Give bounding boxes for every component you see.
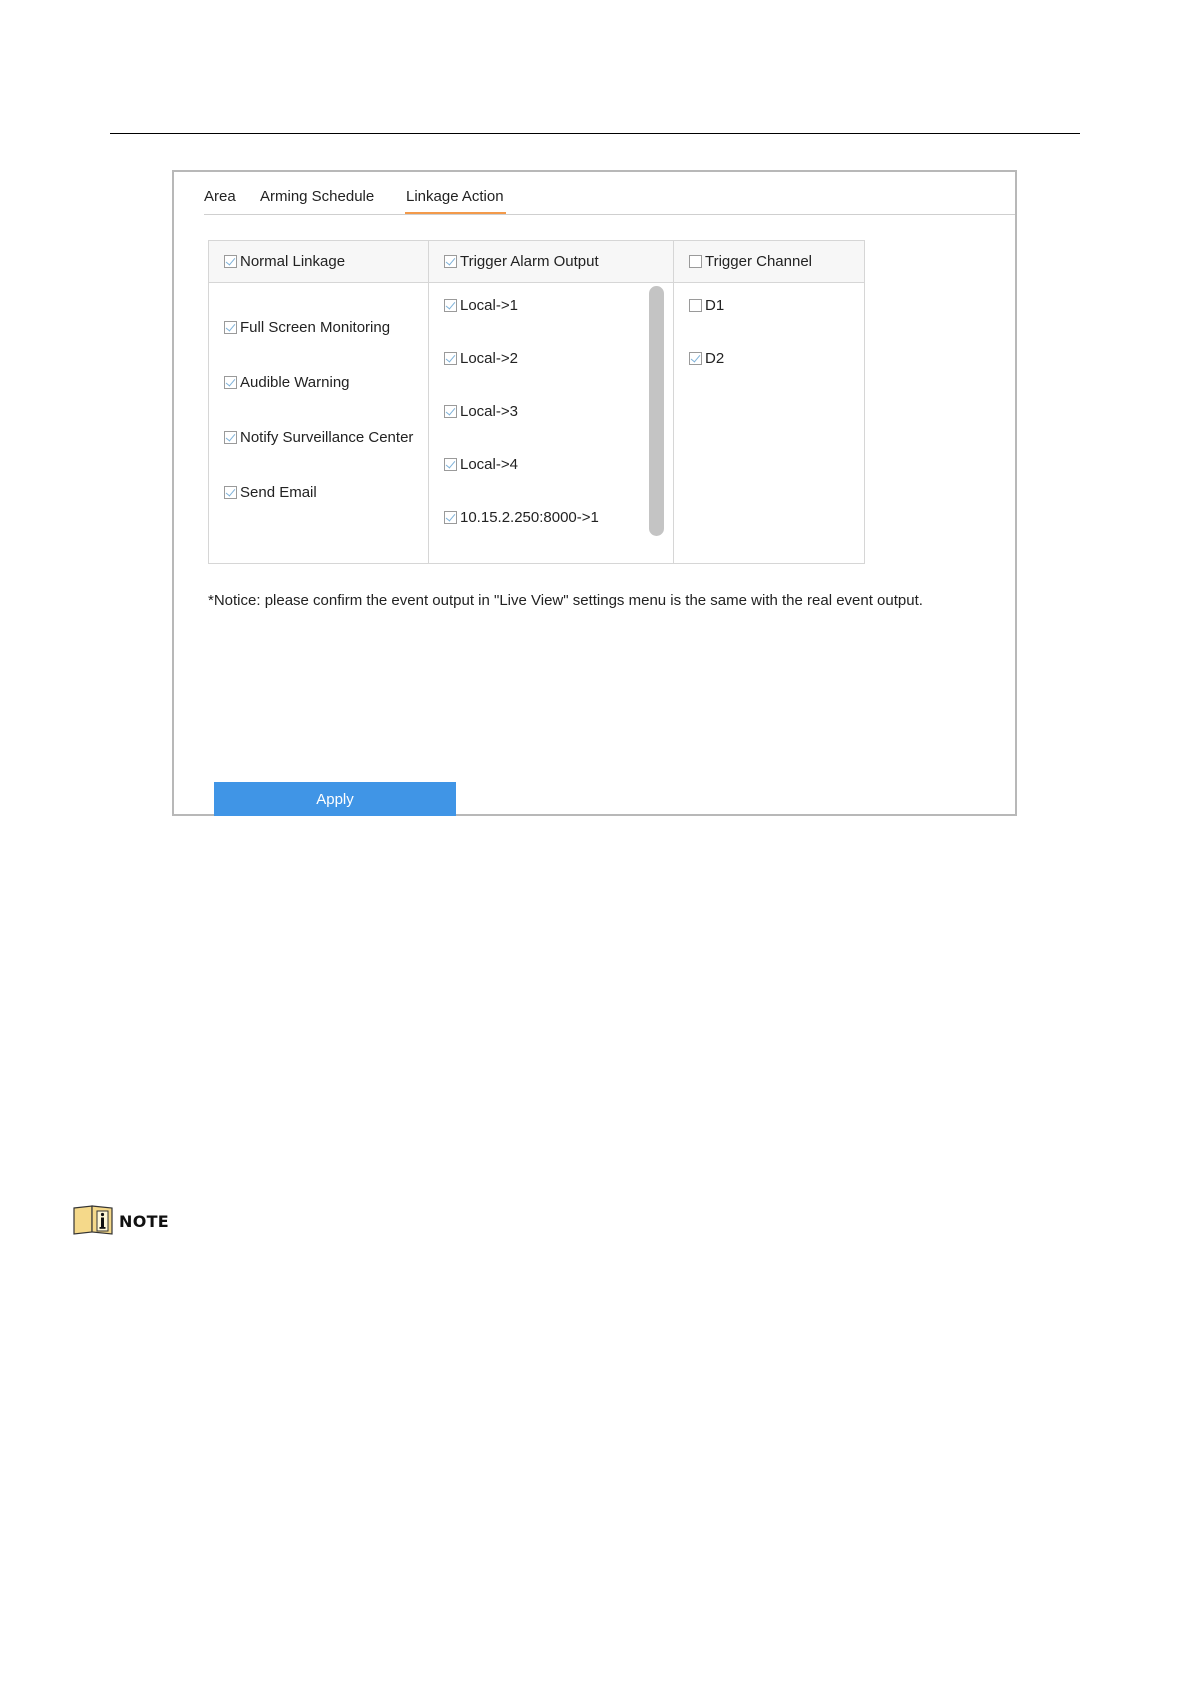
alarm-output-label: 10.15.2.250:8000->1 (460, 509, 599, 526)
trigger-alarm-output-column (428, 241, 673, 563)
audible-warning-label: Audible Warning (240, 374, 350, 391)
send-email-option[interactable] (224, 484, 317, 501)
alarm-output-checkbox[interactable] (444, 299, 457, 312)
notify-surveillance-center-option[interactable] (224, 429, 413, 446)
apply-button[interactable]: Apply (214, 782, 456, 816)
channel-d1-option[interactable] (689, 297, 724, 314)
full-screen-monitoring-label: Full Screen Monitoring (240, 319, 391, 336)
channel-d2-option[interactable] (689, 350, 724, 367)
note-callout (72, 1202, 169, 1241)
linkage-settings-panel (172, 170, 1017, 816)
send-email-checkbox[interactable] (224, 486, 237, 499)
normal-linkage-label: Normal Linkage (240, 253, 346, 270)
alarm-output-label: Local->2 (460, 350, 518, 367)
trigger-alarm-output-checkbox[interactable] (444, 255, 457, 268)
channel-d1-label: D1 (705, 297, 725, 314)
alarm-output-label: Local->3 (460, 403, 518, 420)
tab-area[interactable]: Area (204, 188, 236, 205)
note-label: NOTE (119, 1212, 170, 1231)
tab-arming-schedule[interactable]: Arming Schedule (260, 188, 375, 205)
full-screen-monitoring-option[interactable] (224, 319, 390, 336)
full-screen-monitoring-checkbox[interactable] (224, 321, 237, 334)
alarm-output-label: Local->1 (460, 297, 518, 314)
audible-warning-checkbox[interactable] (224, 376, 237, 389)
channel-d1-checkbox[interactable] (689, 299, 702, 312)
alarm-output-item[interactable] (444, 509, 599, 526)
alarm-output-item[interactable] (444, 297, 518, 314)
normal-linkage-column (209, 241, 428, 563)
alarm-output-item[interactable] (444, 456, 518, 473)
alarm-output-checkbox[interactable] (444, 511, 457, 524)
tab-linkage-action[interactable]: Linkage Action (406, 188, 504, 205)
trigger-channel-header[interactable] (674, 241, 864, 283)
tab-divider (204, 214, 1015, 215)
channel-d2-label: D2 (705, 350, 725, 367)
event-output-notice: *Notice: please confirm the event output in "Live View" settings menu is the same with the real event output. (208, 592, 923, 609)
alarm-output-checkbox[interactable] (444, 458, 457, 471)
trigger-channel-checkbox[interactable] (689, 255, 702, 268)
info-book-icon (72, 1202, 116, 1241)
normal-linkage-checkbox[interactable] (224, 255, 237, 268)
alarm-output-item[interactable] (444, 403, 518, 420)
send-email-label: Send Email (240, 484, 317, 501)
trigger-alarm-output-header[interactable] (429, 241, 673, 283)
linkage-table (208, 240, 865, 564)
alarm-output-label: Local->4 (460, 456, 518, 473)
trigger-channel-column (673, 241, 864, 563)
notify-surveillance-center-checkbox[interactable] (224, 431, 237, 444)
notify-surveillance-center-label: Notify Surveillance Center (240, 429, 414, 446)
trigger-channel-label: Trigger Channel (705, 253, 812, 270)
alarm-output-checkbox[interactable] (444, 352, 457, 365)
alarm-output-scrollbar[interactable] (649, 286, 664, 536)
normal-linkage-header[interactable] (209, 241, 428, 283)
alarm-output-item[interactable] (444, 350, 518, 367)
audible-warning-option[interactable] (224, 374, 350, 391)
alarm-output-checkbox[interactable] (444, 405, 457, 418)
channel-d2-checkbox[interactable] (689, 352, 702, 365)
page-header-rule (110, 133, 1080, 134)
trigger-alarm-output-label: Trigger Alarm Output (460, 253, 599, 270)
